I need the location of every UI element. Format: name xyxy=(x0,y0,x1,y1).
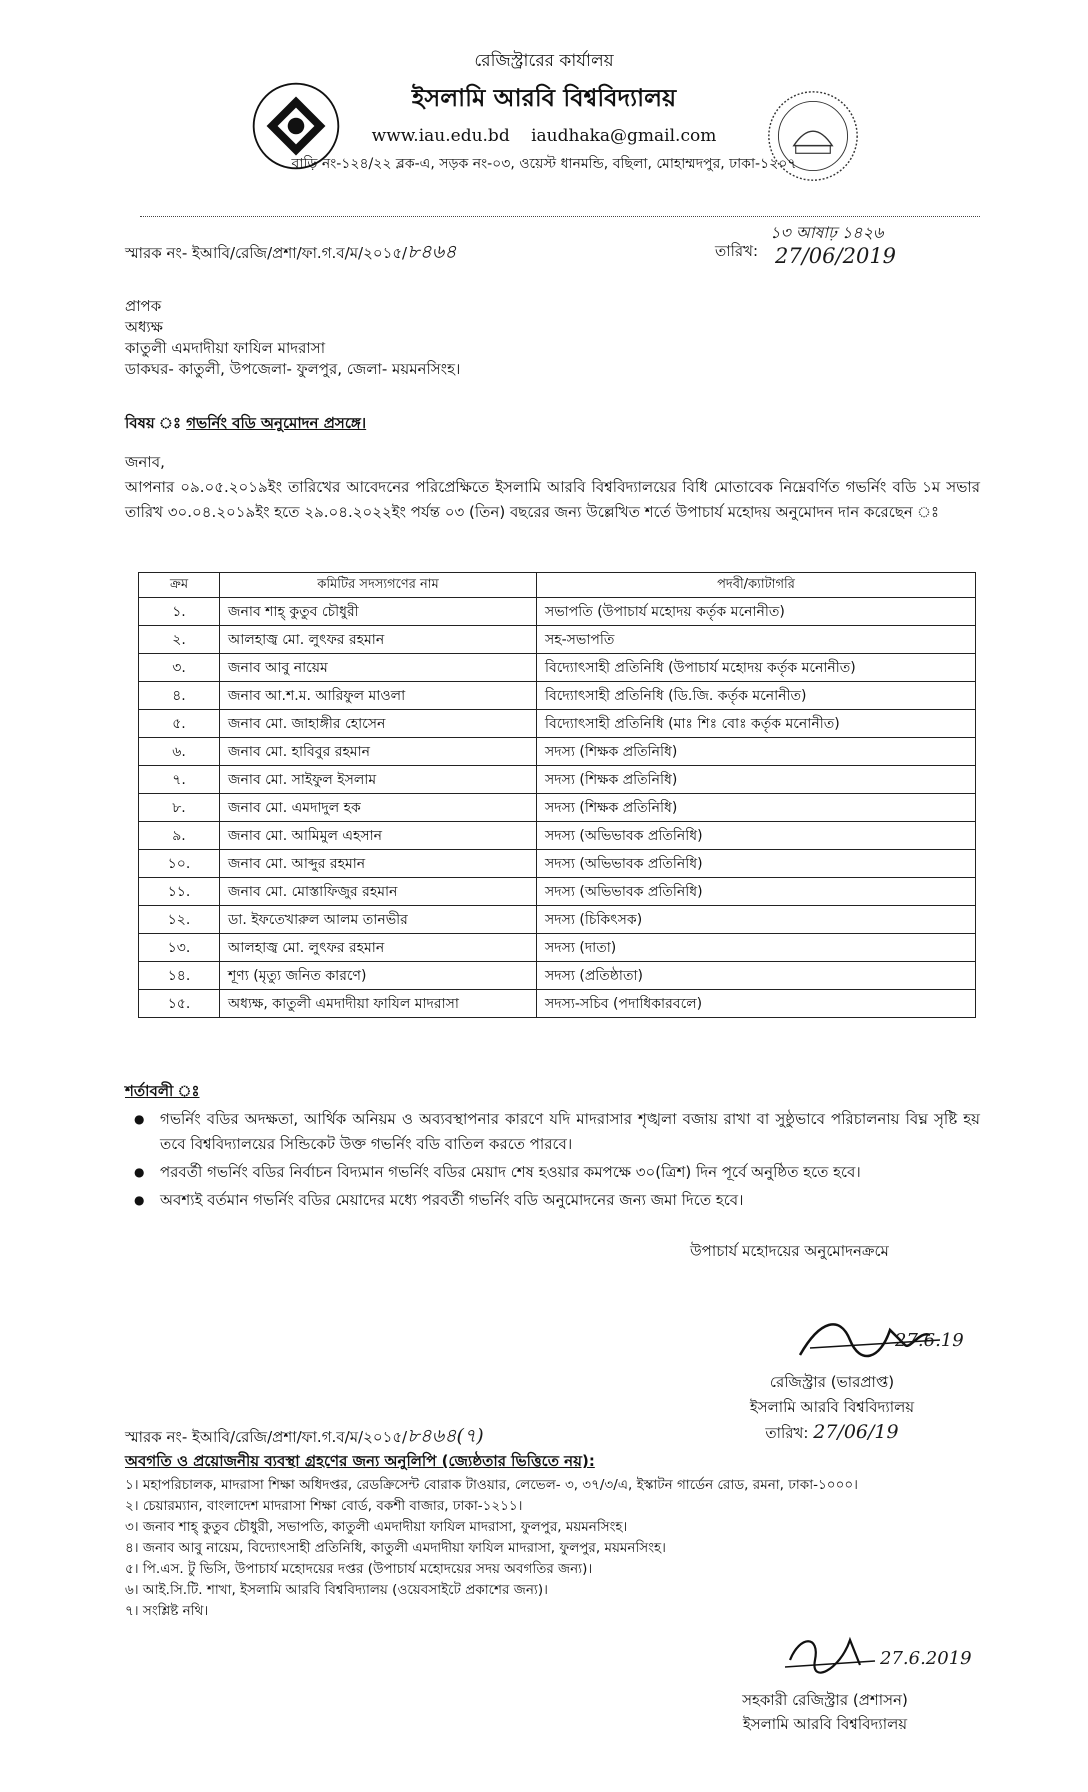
cc-list xyxy=(125,1475,985,1622)
salutation: জনাব, xyxy=(125,453,165,471)
member-name: আলহাজ্ব মো. লুৎফর রহমান xyxy=(220,934,537,962)
member-serial: ৮. xyxy=(139,794,220,822)
table-row xyxy=(139,822,976,850)
memo-date-bn: ১৩ আষাঢ় ১৪২৬ xyxy=(770,223,884,242)
registrar-sign-date: 27.6.19 xyxy=(895,1330,964,1351)
recipient-title: অধ্যক্ষ xyxy=(125,318,163,336)
registrar-date-label: তারিখ: xyxy=(765,1424,809,1442)
member-serial: ৩. xyxy=(139,654,220,682)
member-name: জনাব মো. আব্দুর রহমান xyxy=(220,850,537,878)
member-serial: ১৫. xyxy=(139,990,220,1018)
cc-item: ১। মহাপরিচালক, মাদরাসা শিক্ষা অধিদপ্তর, রেডক্রিসেন্ট বোরাক টাওয়ার, লেভেল- ৩, ৩৭/৩/এ, ইস্কাটন গার্ডেন রোড, রমনা, ঢাকা-১০০০। xyxy=(125,1477,858,1493)
table-row xyxy=(139,738,976,766)
member-serial: ১০. xyxy=(139,850,220,878)
member-designation: সদস্য (অভিভাবক প্রতিনিধি) xyxy=(537,878,976,906)
registrar-title: রেজিস্ট্রার (ভারপ্রাপ্ত) xyxy=(769,1373,895,1391)
member-designation: সদস্য (অভিভাবক প্রতিনিধি) xyxy=(537,850,976,878)
conditions-title: শর্তাবলী ঃ xyxy=(125,1082,200,1100)
table-row xyxy=(139,850,976,878)
conditions-list xyxy=(130,1107,980,1216)
member-designation: সভাপতি (উপাচার্য মহোদয় কর্তৃক মনোনীত) xyxy=(537,598,976,626)
table-row xyxy=(139,682,976,710)
table-row xyxy=(139,934,976,962)
letterhead xyxy=(0,48,1088,176)
recipient-address: ডাকঘর- কাতুলী, উপজেলা- ফুলপুর, জেলা- ময়মনসিংহ। xyxy=(125,360,461,378)
assistant-registrar-sign-date: 27.6.2019 xyxy=(880,1648,972,1669)
member-serial: ৫. xyxy=(139,710,220,738)
registrar-date: 27/06/19 xyxy=(813,1421,899,1443)
member-serial: ১৩. xyxy=(139,934,220,962)
memo-number: স্মারক নং- ইআবি/রেজি/প্রশা/ফা.গ.ব/ম/২০১৫/৮৪৬৪ xyxy=(125,241,457,263)
member-designation: সদস্য (অভিভাবক প্রতিনিধি) xyxy=(537,822,976,850)
member-designation: সদস্য (শিক্ষক প্রতিনিধি) xyxy=(537,738,976,766)
recipient-block xyxy=(125,296,460,380)
table-row xyxy=(139,766,976,794)
recipient-to: প্রাপক xyxy=(125,297,162,315)
member-name: জনাব মো. আমিমুল এহসান xyxy=(220,822,537,850)
member-designation: সদস্য (শিক্ষক প্রতিনিধি) xyxy=(537,794,976,822)
member-name: জনাব মো. সাইফুল ইসলাম xyxy=(220,766,537,794)
condition-item: ● অবশ্যই বর্তমান গভর্নিং বডির মেয়াদের মধ্যে পরবর্তী গভর্নিং বডি অনুমোদনের জন্য জমা দিতে হবে। xyxy=(130,1188,980,1213)
cc-heading: অবগতি ও প্রয়োজনীয় ব্যবস্থা গ্রহণের জন্য অনুলিপি (জ্যেষ্ঠতার ভিত্তিতে নয়): xyxy=(125,1452,595,1470)
member-name: জনাব মো. হাবিবুর রহমান xyxy=(220,738,537,766)
member-designation: বিদ্যোৎসাহী প্রতিনিধি (উপাচার্য মহোদয় কর্তৃক মনোনীত) xyxy=(537,654,976,682)
table-row xyxy=(139,990,976,1018)
email-link[interactable]: iaudhaka@gmail.com xyxy=(531,126,717,146)
cc-item: ৬। আই.সি.টি. শাখা, ইসলামি আরবি বিশ্ববিদ্যালয় (ওয়েবসাইটে প্রকাশের জন্য)। xyxy=(125,1582,548,1598)
letter-body xyxy=(125,450,980,525)
cc-item: ৭। সংশ্লিষ্ট নথি। xyxy=(125,1603,209,1619)
table-row xyxy=(139,626,976,654)
memo-date: 27/06/2019 xyxy=(775,244,897,268)
cc-item: ৫। পি.এস. টু ভিসি, উপাচার্য মহোদয়ের দপ্তর (উপাচার্য মহোদয়ের সদয় অবগতির জন্য)। xyxy=(125,1561,593,1577)
subject-text: গভর্নিং বডি অনুমোদন প্রসঙ্গে। xyxy=(186,414,367,432)
member-designation: সদস্য (দাতা) xyxy=(537,934,976,962)
university-name: ইসলামি আরবি বিশ্ববিদ্যালয় xyxy=(411,84,677,112)
header-divider xyxy=(140,216,980,217)
member-name: ডা. ইফতেখারুল আলম তানভীর xyxy=(220,906,537,934)
member-serial: ৯. xyxy=(139,822,220,850)
subject-label: বিষয় ঃ xyxy=(125,414,181,432)
cc-item: ২। চেয়ারম্যান, বাংলাদেশ মাদরাসা শিক্ষা বোর্ড, বকশী বাজার, ঢাকা-১২১১। xyxy=(125,1498,523,1514)
member-designation: সদস্য-সচিব (পদাধিকারবলে) xyxy=(537,990,976,1018)
member-serial: ১২. xyxy=(139,906,220,934)
col-serial: ক্রম xyxy=(139,573,220,598)
recipient-institution: কাতুলী এমদাদীয়া ফাযিল মাদরাসা xyxy=(125,339,326,357)
table-row xyxy=(139,906,976,934)
condition-item: ● গভর্নিং বডির অদক্ষতা, আর্থিক অনিয়ম ও অব্যবস্থাপনার কারণে যদি মাদরাসার শৃঙ্খলা বজায় রাখা বা সুষ্ঠুভাবে পরিচালনায় বিঘ্ন সৃষ্টি হয় তবে বিশ্ববিদ্যালয়ের সিন্ডিকেট উক্ত গভর্নিং বডি বাতিল করতে পারবে। xyxy=(130,1107,980,1157)
table-row xyxy=(139,878,976,906)
registrar-org: ইসলামি আরবি বিশ্ববিদ্যালয় xyxy=(749,1398,915,1416)
member-name: অধ্যক্ষ, কাতুলী এমদাদীয়া ফাযিল মাদরাসা xyxy=(220,990,537,1018)
member-designation: বিদ্যোৎসাহী প্রতিনিধি (ডি.জি. কর্তৃক মনোনীত) xyxy=(537,682,976,710)
member-name: জনাব শাহ্ কুতুব চৌধুরী xyxy=(220,598,537,626)
assistant-registrar-org: ইসলামি আরবি বিশ্ববিদ্যালয় xyxy=(742,1715,908,1733)
table-row xyxy=(139,794,976,822)
member-name: জনাব মো. মোস্তাফিজুর রহমান xyxy=(220,878,537,906)
member-name: জনাব আবু নায়েম xyxy=(220,654,537,682)
col-name: কমিটির সদস্যগণের নাম xyxy=(220,573,537,598)
cc-item: ৩। জনাব শাহ্ কুতুব চৌধুরী, সভাপতি, কাতুলী এমদাদীয়া ফাযিল মাদরাসা, ফুলপুর, ময়মনসিংহ। xyxy=(125,1519,628,1535)
memo2-number: স্মারক নং- ইআবি/রেজি/প্রশা/ফা.গ.ব/ম/২০১৫/৮৪৬৪(৭) xyxy=(125,1425,484,1447)
condition-item: ● পরবর্তী গভর্নিং বডির নির্বাচন বিদ্যমান গভর্নিং বডির মেয়াদ শেষ হওয়ার কমপক্ষে ৩০(ত্রিশ) দিন পূর্বে অনুষ্ঠিত হতে হবে। xyxy=(130,1160,980,1185)
memo2-number-handwritten: ৮৪৬৪(৭) xyxy=(407,1425,484,1447)
member-designation: বিদ্যোৎসাহী প্রতিনিধি (মাঃ শিঃ বোঃ কর্তৃক মনোনীত) xyxy=(537,710,976,738)
member-serial: ৪. xyxy=(139,682,220,710)
member-name: আলহাজ্ব মো. লুৎফর রহমান xyxy=(220,626,537,654)
assistant-registrar-signatory xyxy=(700,1688,950,1736)
subject-line xyxy=(125,412,366,437)
member-name: শূণ্য (মৃত্যু জনিত কারণে) xyxy=(220,962,537,990)
table-row xyxy=(139,598,976,626)
member-serial: ২. xyxy=(139,626,220,654)
member-name: জনাব মো. এমদাদুল হক xyxy=(220,794,537,822)
member-name: জনাব আ.শ.ম. আরিফুল মাওলা xyxy=(220,682,537,710)
memo-number-handwritten: ৮৪৬৪ xyxy=(407,241,457,263)
table-header-row xyxy=(139,573,976,598)
registrar-signatory xyxy=(712,1370,952,1446)
table-row xyxy=(139,710,976,738)
member-serial: ১. xyxy=(139,598,220,626)
member-serial: ১১. xyxy=(139,878,220,906)
office-name: রেজিস্ট্রারের কার্যালয় xyxy=(474,51,614,71)
body-text: আপনার ০৯.০৫.২০১৯ইং তারিখের আবেদনের পরিপ্রেক্ষিতে ইসলামি আরবি বিশ্ববিদ্যালয়ের বিধি মোতাবেক নিম্নেবর্ণিত গভর্নিং বডি ১ম সভার তারিখ ৩০.০৪.২০১৯ইং হতে ২৯.০৪.২০২২ইং পর্যন্ত ০৩ (তিন) বছরের জন্য উল্লেখিত শর্তে উপাচার্য মহোদয় অনুমোদন দান করেছেন ঃ xyxy=(125,478,980,521)
member-serial: ১৪. xyxy=(139,962,220,990)
col-designation: পদবী/ক্যাটাগরি xyxy=(537,573,976,598)
committee-table xyxy=(138,572,976,1018)
assistant-registrar-title: সহকারী রেজিস্ট্রার (প্রশাসন) xyxy=(742,1691,908,1709)
website-link[interactable]: www.iau.edu.bd xyxy=(371,126,510,146)
table-row xyxy=(139,962,976,990)
member-serial: ৬. xyxy=(139,738,220,766)
cc-item: ৪। জনাব আবু নায়েম, বিদ্যোৎসাহী প্রতিনিধি, কাতুলী এমদাদীয়া ফাযিল মাদরাসা, ফুলপুর, ময়মনসিংহ। xyxy=(125,1540,666,1556)
member-designation: সদস্য (শিক্ষক প্রতিনিধি) xyxy=(537,766,976,794)
member-designation: সদস্য (প্রতিষ্ঠাতা) xyxy=(537,962,976,990)
memo-date-label: তারিখ: xyxy=(715,242,759,260)
member-designation: সহ-সভাপতি xyxy=(537,626,976,654)
address: বাড়ি নং-১২৪/২২ ব্লক-এ, সড়ক নং-০৩, ওয়েস্ট ধানমন্ডি, বছিলা, মোহাম্মদপুর, ঢাকা-১২০৭ xyxy=(291,156,797,172)
member-serial: ৭. xyxy=(139,766,220,794)
approval-note: উপাচার্য মহোদয়ের অনুমোদনক্রমে xyxy=(690,1242,889,1260)
member-designation: সদস্য (চিকিৎসক) xyxy=(537,906,976,934)
member-name: জনাব মো. জাহাঙ্গীর হোসেন xyxy=(220,710,537,738)
table-row xyxy=(139,654,976,682)
